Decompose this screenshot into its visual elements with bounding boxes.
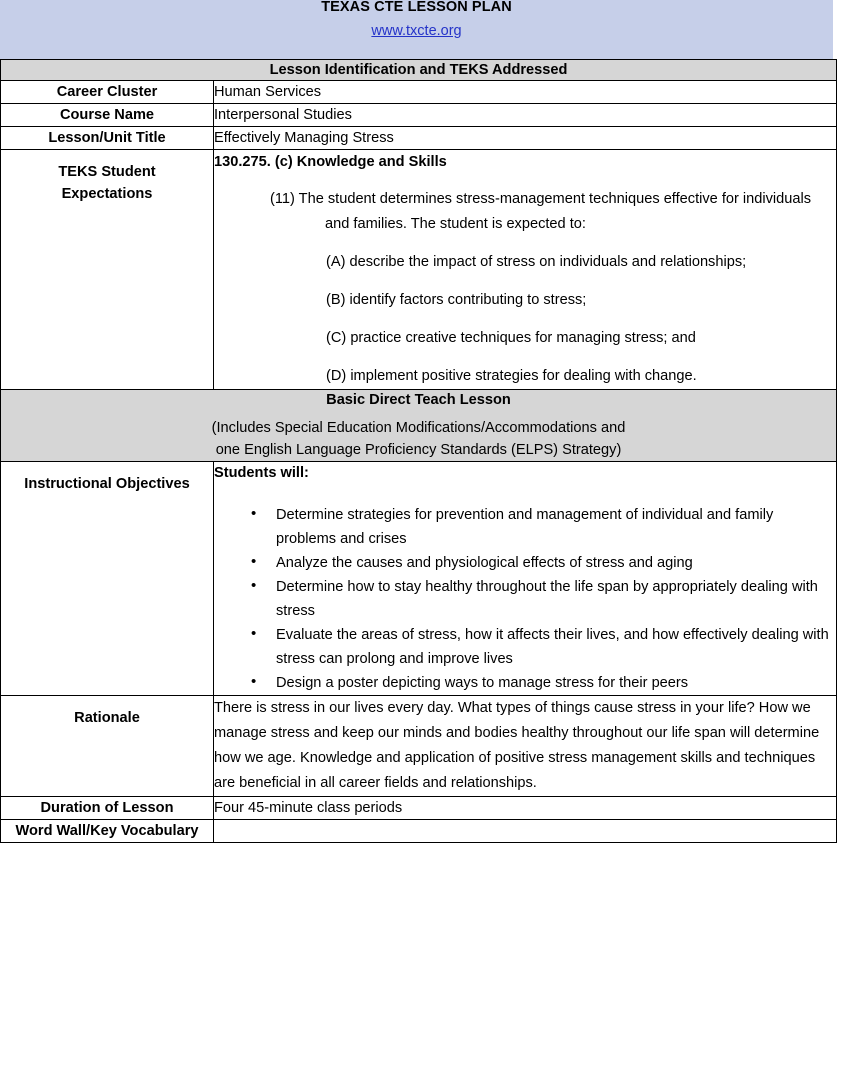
table-row [1,462,837,696]
txcte-website-link[interactable]: www.txcte.org [371,23,462,39]
table-row [1,81,837,104]
row-value-instructional-objectives [214,462,837,696]
row-value-career-cluster: Human Services [214,81,837,104]
list-item: • Analyze the causes and physiological effects of stress and aging [251,551,836,575]
page-title: TEXAS CTE LESSON PLAN [321,0,512,15]
row-label-instructional-objectives: Instructional Objectives [1,462,214,696]
row-value-course-name: Interpersonal Studies [214,104,837,127]
table-row [1,127,837,150]
teks-item-c: (C) practice creative techniques for managing stress; and [326,330,696,346]
teks-item-11 [214,187,836,237]
objectives-lead-in: Students will: [214,465,309,481]
table-row [1,797,837,820]
section-row-basic-direct-teach [1,390,837,462]
objectives-list [214,503,836,695]
row-label-rationale: Rationale [1,696,214,797]
lesson-plan-table [0,59,837,843]
section-header-identification [1,60,837,81]
row-label-duration-of-lesson: Duration of Lesson [1,797,214,820]
row-label-career-cluster: Career Cluster [1,81,214,104]
row-label-teks-student-expectations [1,150,214,390]
document-header [0,0,833,59]
subtitle-line-2: one English Language Proficiency Standards (ELPS) Strategy) [215,442,622,458]
row-value-teks-student-expectations [214,150,837,390]
teks-label-line-1: TEKS Student [58,164,156,180]
list-item: • Evaluate the areas of stress, how it affects their lives, and how effectively dealing with stress can prolong and improve lives [251,623,836,671]
teks-item-11-text: (11) The student determines stress-management techniques effective for individuals and families. The student is expected to: [270,191,812,232]
row-value-duration-of-lesson: Four 45-minute class periods [214,797,837,820]
section-header-basic-direct-teach-title: Basic Direct Teach Lesson [326,392,511,408]
table-row [1,104,837,127]
teks-item-d: (D) implement positive strategies for dealing with change. [326,368,697,384]
section-header-identification-title: Lesson Identification and TEKS Addressed [269,62,568,78]
row-label-course-name: Course Name [1,104,214,127]
list-item: • Design a poster depicting ways to manage stress for their peers [251,671,836,695]
subtitle-line-1: (Includes Special Education Modifications/Accommodations and [211,420,626,436]
section-header-basic-direct-teach-subtitle [1,417,836,461]
teks-label-line-2: Expectations [61,186,153,202]
row-label-word-wall: Word Wall/Key Vocabulary [1,820,214,843]
rationale-text: There is stress in our lives every day. What types of things cause stress in your life? How we manage stress and keep our minds and bodies healthy throughout our life span will determine how we age. Knowledge and application of positive stress management skills and techniques are beneficial in all career fields and relationships. [214,700,820,791]
list-item: • Determine how to stay healthy throughout the life span by appropriately dealing with stress [251,575,836,623]
table-row [1,696,837,797]
row-value-lesson-unit-title: Effectively Managing Stress [214,127,837,150]
row-label-lesson-unit-title: Lesson/Unit Title [1,127,214,150]
section-row-identification [1,60,837,81]
row-value-word-wall [214,820,837,843]
table-row-partial [1,820,837,843]
teks-item-a: (A) describe the impact of stress on individuals and relationships; [326,254,747,270]
section-header-basic-direct-teach [1,390,837,462]
teks-item-b: (B) identify factors contributing to stress; [326,292,587,308]
teks-heading: 130.275. (c) Knowledge and Skills [214,154,447,170]
row-value-rationale [214,696,837,797]
table-row [1,150,837,390]
list-item: • Determine strategies for prevention and management of individual and family problems and crises [251,503,836,551]
